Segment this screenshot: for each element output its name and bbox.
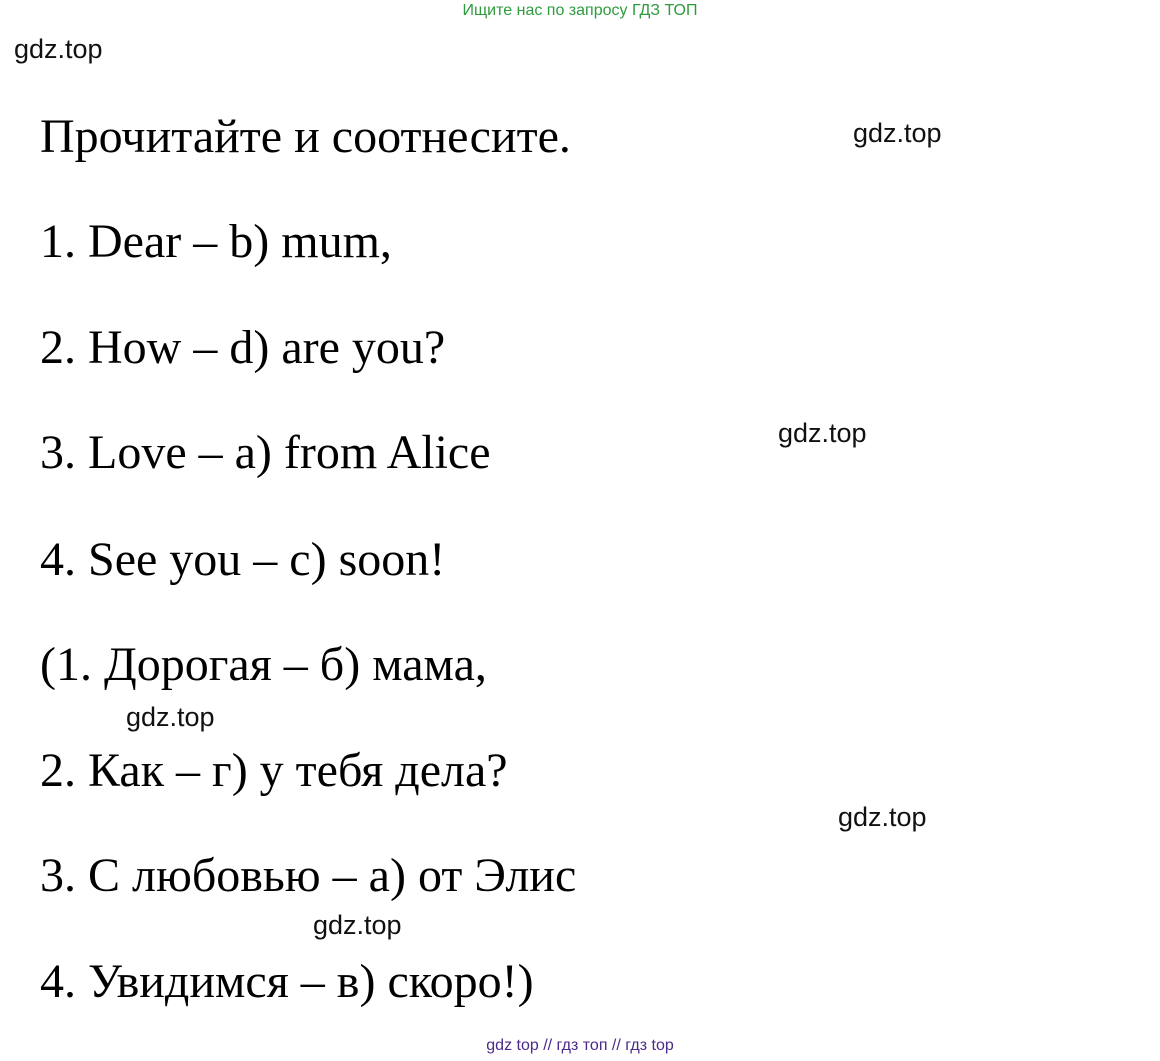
russian-line: (1. Дорогая – б) мама, [40,638,487,691]
footer-links: gdz top // гдз топ // гдз top [486,1037,674,1054]
watermark: gdz.top [313,910,402,940]
watermark: gdz.top [838,802,927,832]
watermark: gdz.top [126,702,215,732]
english-line: 1. Dear – b) mum, [40,215,392,268]
russian-line: 3. С любовью – а) от Элис [40,849,577,902]
search-hint-banner: Ищите нас по запросу ГДЗ ТОП [462,2,698,19]
english-line: 4. See you – c) soon! [40,533,446,586]
task-title: Прочитайте и соотнесите. [40,110,571,163]
english-line: 2. How – d) are you? [40,321,446,374]
russian-line: 4. Увидимся – в) скоро!) [40,955,534,1008]
english-line: 3. Love – a) from Alice [40,426,491,479]
watermark: gdz.top [853,118,942,148]
watermark: gdz.top [778,418,867,448]
russian-line: 2. Как – г) у тебя дела? [40,744,508,797]
watermark: gdz.top [14,34,103,64]
